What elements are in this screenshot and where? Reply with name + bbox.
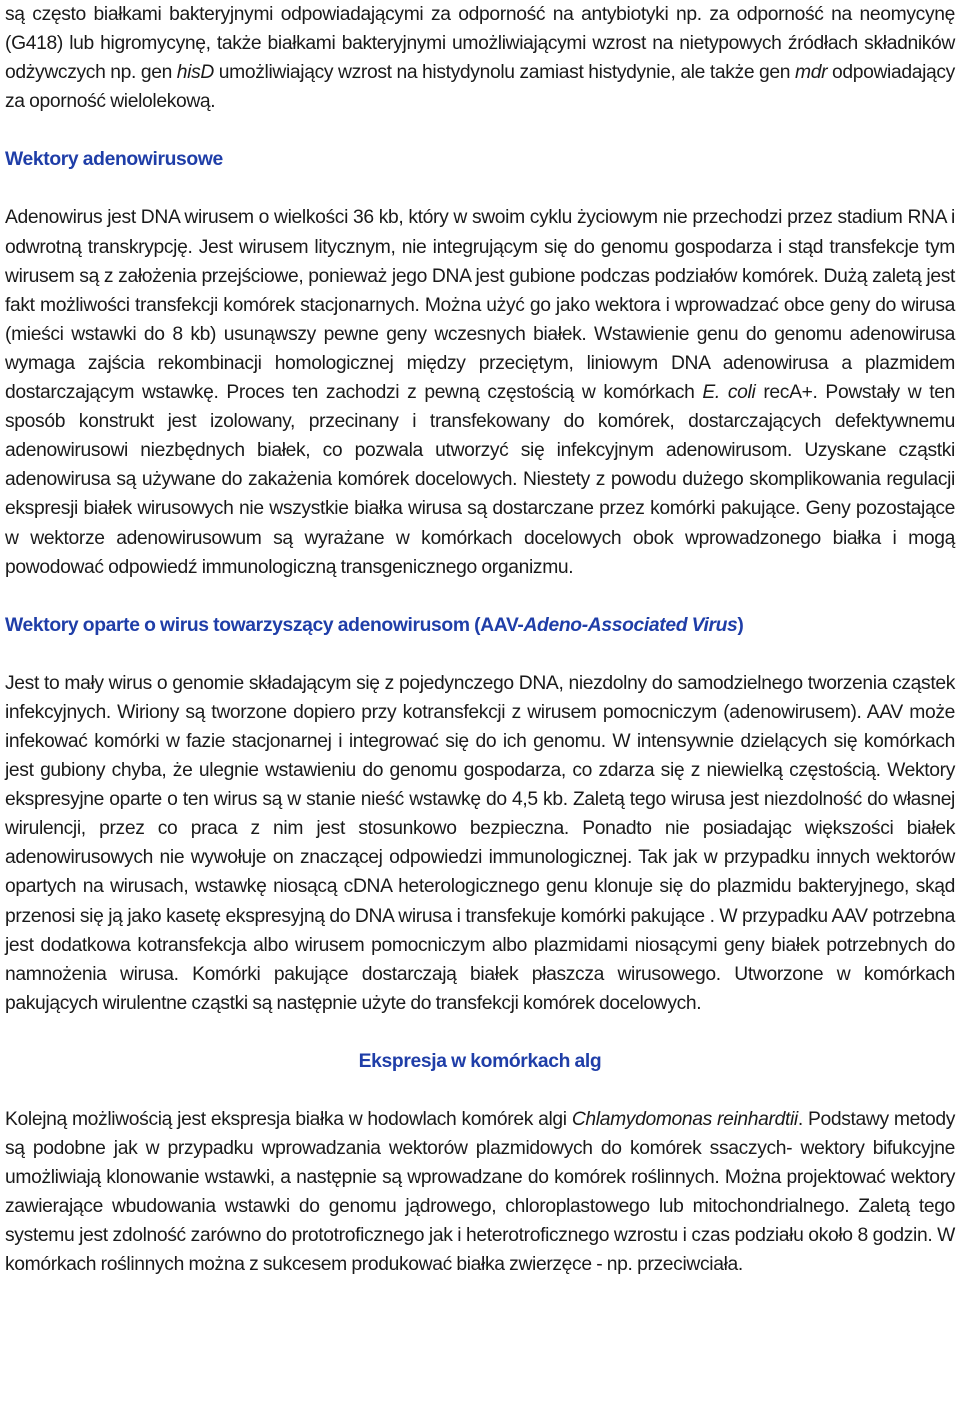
- text-run: Kolejną możliwością jest ekspresja białka w hodowlach komórek algi: [5, 1109, 572, 1130]
- text-run: umożliwiający wzrost na histydynolu zamiast histydynie, ale także gen: [213, 62, 795, 84]
- gene-name-hisD: hisD: [176, 62, 214, 84]
- heading-italic-text: Adeno-Associated Virus: [523, 614, 738, 636]
- paragraph-aav: Jest to mały wirus o genomie składającym się z pojedynczego DNA, niezdolny do samodzielnego tworzenia cząstek infekcyjnych. Wiriony są tworzone dopiero przy kotransfekcji z wirusem pomocniczym (adenowirusem). AAV może infekować komórki w fazie stacjonarnej i integrować się do ich genomu. W intensywnie dzielących się komórkach jest gubiony chyba, że ulegnie wstawieniu do genomu gospodarza, co zdarza się z niewielką częstością. Wektory ekspresyjne oparte o ten wirus są w stanie nieść wstawkę do 4,5 kb. Zaletą tego wirusa jest niezdolność do własnej wirulencji, przez co praca z nim jest stosunkowo bezpieczna. Ponadto nie posiadając większości białek adenowirusowych nie wywołuje on znaczącej odpowiedzi immunologicznej. Tak jak w przypadku innych wektorów opartych na wirusach, wstawkę niosącą cDNA heterologicznego genu klonuje się do plazmidu bakteryjnego, skąd przenosi się ją jako kasetę ekspresyjną do DNA wirusa i transfekuje komórki pakujące . W przypadku AAV potrzebna jest dodatkowa kotransfekcja albo wirusem pomocniczym albo plazmidami niosącymi geny białek potrzebnych do namnożenia wirusa. Komórki pakujące dostarczają białek płaszcza wirusowego. Utworzone w komórkach pakujących wirulentne cząstki są następnie użyte do transfekcji komórek docelowych.: [5, 672, 955, 1014]
- spacer: [5, 174, 955, 203]
- spacer: [5, 582, 955, 611]
- document-page: [5, 0, 955, 1280]
- paragraph-antibiotic-markers: [5, 0, 955, 116]
- section-heading-adenovirus: Wektory adenowirusowe: [5, 149, 223, 171]
- text-run: odpowiadający za oporność wielolekową.: [5, 62, 955, 113]
- spacer: [5, 1018, 955, 1047]
- text-run: . Podstawy metody są podobne jak w przypadku wprowadzania wektorów plazmidowych do komórek ssaczych- wektory bifukcyjne umożliwiają klonowanie wstawki, a następnie są wprowadzane do komórek roślinnych. Można projektować wektory zawierające wbudowania wstawki do genomu jądrowego, chloroplastowego lub mitochondrialnego. Zaletą tego systemu jest zdolność zarówno do prototroficznego jak i heterotroficznego wzrostu i czas podziału około 8 godzin. W komórkach roślinnych można z sukcesem produkować białka zwierzęce - np. przeciwciała.: [5, 1109, 955, 1276]
- gene-name-mdr: mdr: [794, 62, 828, 84]
- heading-text: ): [737, 614, 744, 636]
- heading-text: Wektory oparte o wirus towarzyszący adenowirusom (AAV-: [5, 614, 524, 636]
- paragraph-algae: [5, 1105, 955, 1280]
- spacer: [5, 116, 955, 145]
- spacer: [5, 640, 955, 669]
- species-name-ecoli: E. coli: [702, 382, 756, 404]
- species-name-chlamydomonas: Chlamydomonas reinhardtii: [571, 1109, 798, 1130]
- paragraph-adenovirus: [5, 203, 955, 581]
- section-heading-aav: [5, 611, 955, 640]
- text-run: są często białkami bakteryjnymi odpowiadającymi za odporność na antybiotyki np. za odporność na neomycynę (G418) lub higromycynę, także białkami bakteryjnymi umożliwiającymi wzrost na nietypowych źródłach składników odżywczych np. gen: [5, 4, 955, 84]
- text-run: Adenowirus jest DNA wirusem o wielkości 36 kb, który w swoim cyklu życiowym nie przechodzi przez stadium RNA i odwrotną transkrypcję. Jest wirusem litycznym, nie integrującym się do genomu gospodarza i stąd transfekcje tym wirusem są z założenia przejściowe, ponieważ jego DNA jest gubione podczas podziałów komórek. Dużą zaletą jest fakt możliwości transfekcji komórek stacjonarnych. Można użyć go jako wektora i wprowadzać obce geny do wirusa (mieści wstawki do 8 kb) usunąwszy pewne geny wczesnych białek. Wstawienie genu do genomu adenowirusa wymaga zajścia rekombinacji homologicznej między przeciętym, liniowym DNA adenowirusa a plazmidem dostarczającym wstawkę. Proces ten zachodzi z pewną częstością w komórkach: [5, 207, 955, 404]
- spacer: [5, 1076, 955, 1105]
- text-run: recA+. Powstały w ten sposób konstrukt jest izolowany, przecinany i transfekowany do komórek, dostarczających defektywnemu adenowirusowi niezbędnych białek, co pozwala utworzyć się infekcyjnym adenowirusom. Uzyskane cząstki adenowirusa są używane do zakażenia komórek docelowych. Niestety z powodu dużego skomplikowania regulacji ekspresji białek wirusowych nie wszystkie białka wirusa są dostarczane przez komórki pakujące. Geny pozostające w wektorze adenowirusowum są wyrażane w komórkach docelowych obok wprowadzonego białka i mogą powodować odpowiedź immunologiczną transgenicznego organizmu.: [5, 382, 955, 578]
- section-heading-algae: Ekspresja w komórkach alg: [358, 1050, 602, 1072]
